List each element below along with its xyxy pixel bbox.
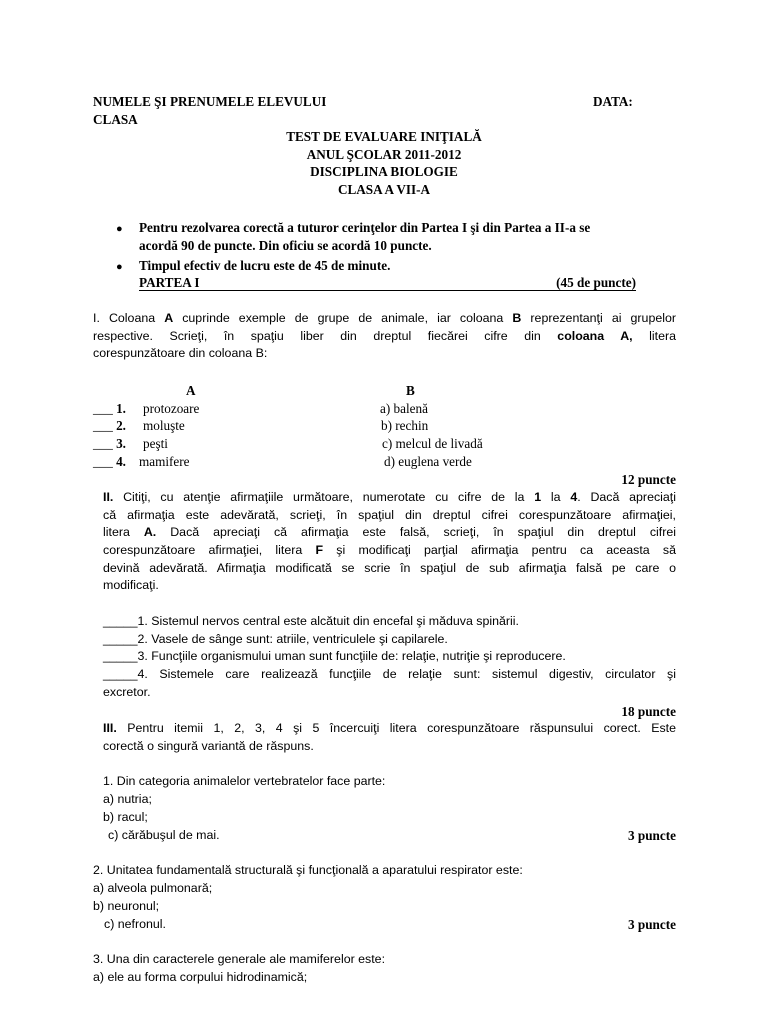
match-row: ___ 1.: [93, 401, 126, 416]
match-row: ___ 3.: [93, 436, 126, 451]
q2-option-b: b) neuronul;: [93, 899, 160, 913]
class-label: CLASA: [93, 112, 138, 127]
q1-points: 3 puncte: [628, 828, 676, 843]
q2-option-c: c) nefronul.: [104, 917, 166, 931]
statement-1: _____1. Sistemul nervos central este alcătuit din encefal şi măduva spinării.: [103, 614, 519, 628]
bullet-icon: ●: [116, 223, 123, 235]
match-b-item: a) balenă: [380, 401, 428, 416]
match-a-item: protozoare: [143, 401, 200, 416]
bullet-icon: ●: [116, 261, 123, 273]
test-title: TEST DE EVALUARE INIŢIALĂ: [286, 129, 482, 144]
section2-intro-line-6: modificaţi.: [103, 578, 159, 592]
q2-points: 3 puncte: [628, 917, 676, 932]
statement-4-continued: excretor.: [103, 685, 151, 699]
section2-intro-line-1: II. Citiţi, cu atenţie afirmaţiile următoare, numerotate cu cifre de la 1 la 4. Dacă apreciaţi: [103, 490, 676, 504]
statement-3: _____3. Funcţiile organismului uman sunt funcţiile de: relaţie, nutriţie şi reproducere.: [103, 649, 566, 663]
section2-intro-line-3: litera A. Dacă apreciaţi că afirmaţia este falsă, scrieţi, în spaţiul din dreptul cifrei: [103, 525, 676, 539]
part-label: PARTEA I: [139, 275, 200, 290]
instruction-2: Timpul efectiv de lucru este de 45 de minute.: [139, 258, 391, 273]
part-points: (45 de puncte): [556, 275, 636, 290]
q1-option-a: a) nutria;: [103, 792, 152, 806]
section2-intro-line-5: devină adevărată. Afirmaţia modificată se scrie în spaţiul de sub afirmaţia falsă pe care o: [103, 561, 676, 575]
q1-option-b: b) racul;: [103, 810, 148, 824]
column-a-header: A: [186, 383, 196, 398]
match-row: ___ 4.: [93, 454, 126, 469]
match-a-item: peşti: [143, 436, 168, 451]
section2-intro-line-2: că afirmaţia este adevărată, scrieţi, în spaţiul din dreptul cifrei corespunzătoare afirmaţiei,: [103, 508, 676, 522]
column-b-header: B: [406, 383, 415, 398]
part-heading: [139, 275, 636, 291]
grade: CLASA A VII-A: [337, 182, 431, 197]
section1-intro-line-1: I. Coloana A cuprinde exemple de grupe de animale, iar coloana B reprezentanţi ai grupelor: [93, 311, 676, 325]
question-2: 2. Unitatea fundamentală structurală şi funcţională a aparatului respirator este:: [93, 863, 523, 877]
student-name-label: NUMELE ŞI PRENUMELE ELEVULUI: [93, 94, 327, 109]
match-a-item: moluşte: [143, 418, 185, 433]
q2-option-a: a) alveola pulmonară;: [93, 881, 213, 895]
match-b-item: b) rechin: [381, 418, 429, 433]
date-label: DATA:: [593, 94, 633, 109]
school-year: ANUL ŞCOLAR 2011-2012: [306, 147, 462, 162]
question-1: 1. Din categoria animalelor vertebratelor face parte:: [103, 774, 386, 788]
question-3: 3. Una din caracterele generale ale mamiferelor este:: [93, 952, 386, 966]
section3-intro-line-2: corectă o singură variantă de răspuns.: [103, 739, 314, 753]
instruction-1-line-2: acordă 90 de puncte. Din oficiu se acordă 10 puncte.: [139, 238, 432, 253]
section2-intro-line-4: corespunzătoare afirmaţiei, litera F şi modificaţi parţial afirmaţia pentru ca aceasta să: [103, 543, 676, 557]
section1-points: 12 puncte: [621, 472, 676, 487]
instruction-1-line-1: Pentru rezolvarea corectă a tuturor cerinţelor din Partea I şi din Partea a II-a se: [139, 220, 591, 235]
match-row: ___ 2.: [93, 418, 126, 433]
section1-intro-line-2: respective. Scrieţi, în spaţiu liber din dreptul fiecărei cifre din coloana A, litera: [93, 329, 676, 343]
statement-2: _____2. Vasele de sânge sunt: atriile, ventriculele şi capilarele.: [103, 632, 448, 646]
q3-option-a: a) ele au forma corpului hidrodinamică;: [93, 970, 308, 984]
match-b-item: c) melcul de livadă: [382, 436, 483, 451]
match-a-item: mamifere: [139, 454, 190, 469]
section2-points: 18 puncte: [621, 704, 676, 719]
discipline: DISCIPLINA BIOLOGIE: [310, 164, 458, 179]
statement-4: _____4. Sistemele care realizează funcţiile de relaţie sunt: sistemul digestiv, circulator şi: [103, 667, 676, 681]
section3-intro-line-1: III. Pentru itemii 1, 2, 3, 4 şi 5 încercuiţi litera corespunzătoare răspunsului corect. Este: [103, 721, 676, 735]
q1-option-c: c) cărăbuşul de mai.: [108, 828, 220, 842]
section1-intro-line-3: corespunzătoare din coloana B:: [93, 346, 268, 360]
match-b-item: d) euglena verde: [384, 454, 472, 469]
